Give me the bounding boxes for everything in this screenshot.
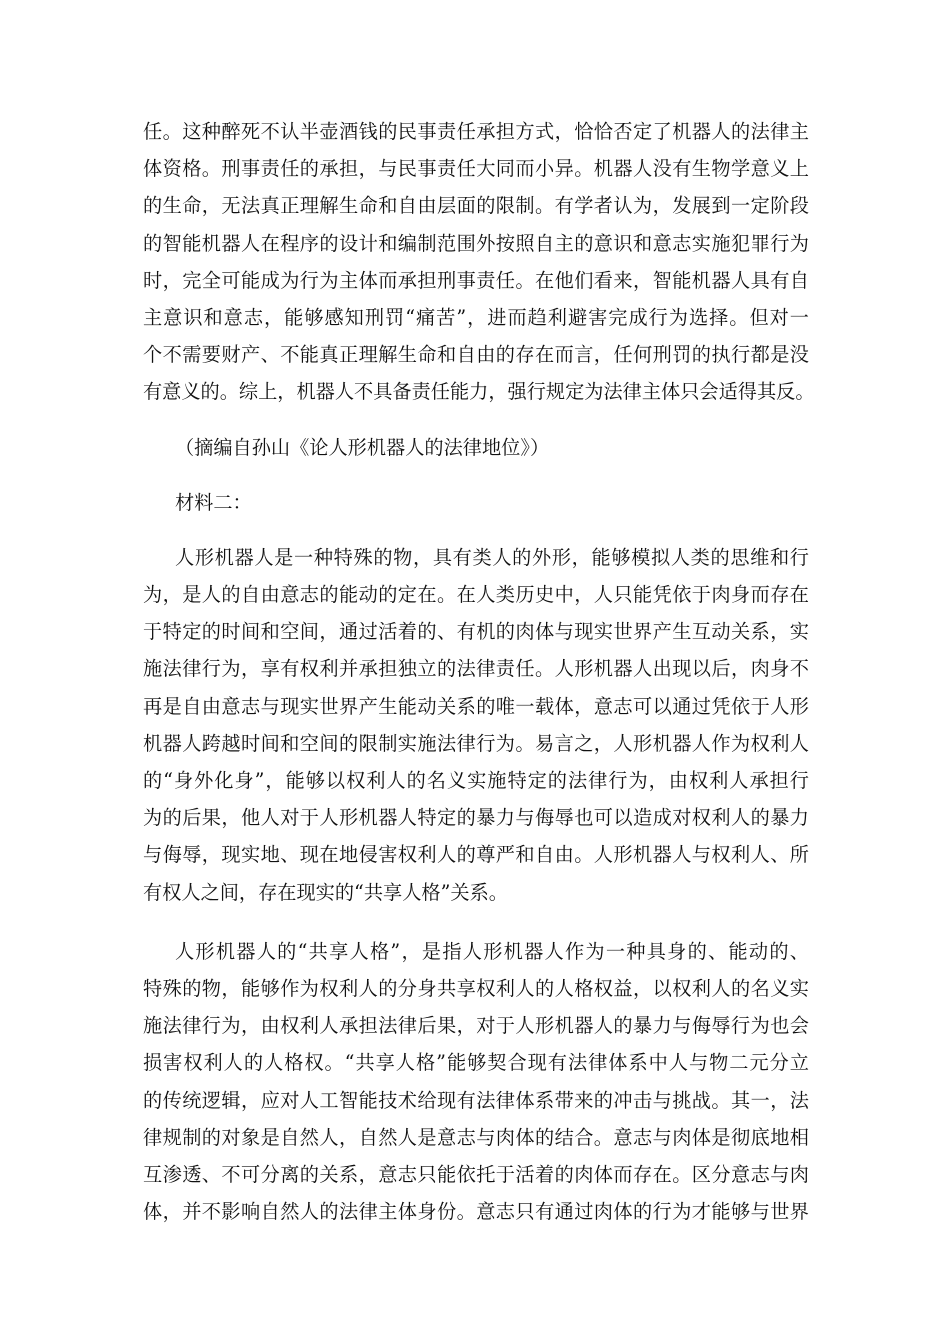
paragraph-line: 特殊的物，能够作为权利人的分身共享权利人的人格权益，以权利人的名义实 [143,976,809,1000]
paragraph-line: 施法律行为，享有权利并承担独立的法律责任。人形机器人出现以后，肉身不 [143,657,809,681]
paragraph-shared-personality [143,933,809,1231]
paragraph-line: 有权人之间，存在现实的“共享人格”关系。 [143,880,508,904]
paragraph-line: 个不需要财产、不能真正理解生命和自由的存在而言，任何刑罚的执行都是没 [143,343,809,367]
paragraph-line: 体资格。刑事责任的承担，与民事责任大同而小异。机器人没有生物学意义上 [143,157,809,181]
paragraph-line: 的生命，无法真正理解生命和自由层面的限制。有学者认为，发展到一定阶段 [143,194,809,218]
paragraph-line: 人形机器人的“共享人格”，是指人形机器人作为一种具身的、能动的、 [175,939,809,963]
paragraph-line: 任。这种醉死不认半壶酒钱的民事责任承担方式，恰恰否定了机器人的法律主 [143,120,809,143]
paragraph-line: 施法律行为，由权利人承担法律后果，对于人形机器人的暴力与侮辱行为也会 [143,1014,809,1038]
paragraph-line: 的传统逻辑，应对人工智能技术给现有法律体系带来的冲击与挑战。其一，法 [143,1088,809,1112]
paragraph-line: 损害权利人的人格权。“共享人格”能够契合现有法律体系中人与物二元分立 [143,1051,809,1075]
paragraph-line: 机器人跨越时间和空间的限制实施法律行为。易言之，人形机器人作为权利人 [143,731,809,755]
paragraph-line: 为，是人的自由意志的能动的定在。在人类历史中，人只能凭依于肉身而存在 [143,583,809,607]
paragraph-line: 时，完全可能成为行为主体而承担刑事责任。在他们看来，智能机器人具有自 [143,268,809,292]
paragraph-line: 的“身外化身”，能够以权利人的名义实施特定的法律行为，由权利人承担行 [143,769,809,792]
paragraph-material-two [143,539,809,911]
paragraph-line: 互渗透、不可分离的关系，意志只能依托于活着的肉体而存在。区分意志与肉 [143,1162,809,1186]
citation: （摘编自孙山《论人形机器人的法律地位》） [175,435,550,459]
paragraph-line: 体，并不影响自然人的法律主体身份。意志只有通过肉体的行为才能够与世界 [143,1200,809,1224]
paragraph-line: 主意识和意志，能够感知刑罚“痛苦”，进而趋利避害完成行为选择。但对一 [143,305,809,329]
paragraph-line: 的智能机器人在程序的设计和编制范围外按照自主的意识和意志实施犯罪行为 [143,231,809,255]
article-body [143,113,815,1230]
paragraph-line: 与侮辱，现实地、现在地侵害权利人的尊严和自由。人形机器人与权利人、所 [143,843,809,867]
paragraph-line: 律规制的对象是自然人，自然人是意志与肉体的结合。意志与肉体是彻底地相 [143,1125,809,1149]
paragraph-line: 于特定的时间和空间，通过活着的、有机的肉体与现实世界产生互动关系，实 [143,620,809,644]
paragraph-line: 为的后果，他人对于人形机器人特定的暴力与侮辱也可以造成对权利人的暴力 [143,806,809,830]
paragraph-continuation [143,113,815,411]
paragraph-line: 人形机器人是一种特殊的物，具有类人的外形，能够模拟人类的思维和行 [175,545,809,569]
paragraph-line: 有意义的。综上，机器人不具备责任能力，强行规定为法律主体只会适得其反。 [143,380,815,404]
material-heading: 材料二： [175,490,252,514]
paragraph-line: 再是自由意志与现实世界产生能动关系的唯一载体，意志可以通过凭依于人形 [143,694,809,718]
